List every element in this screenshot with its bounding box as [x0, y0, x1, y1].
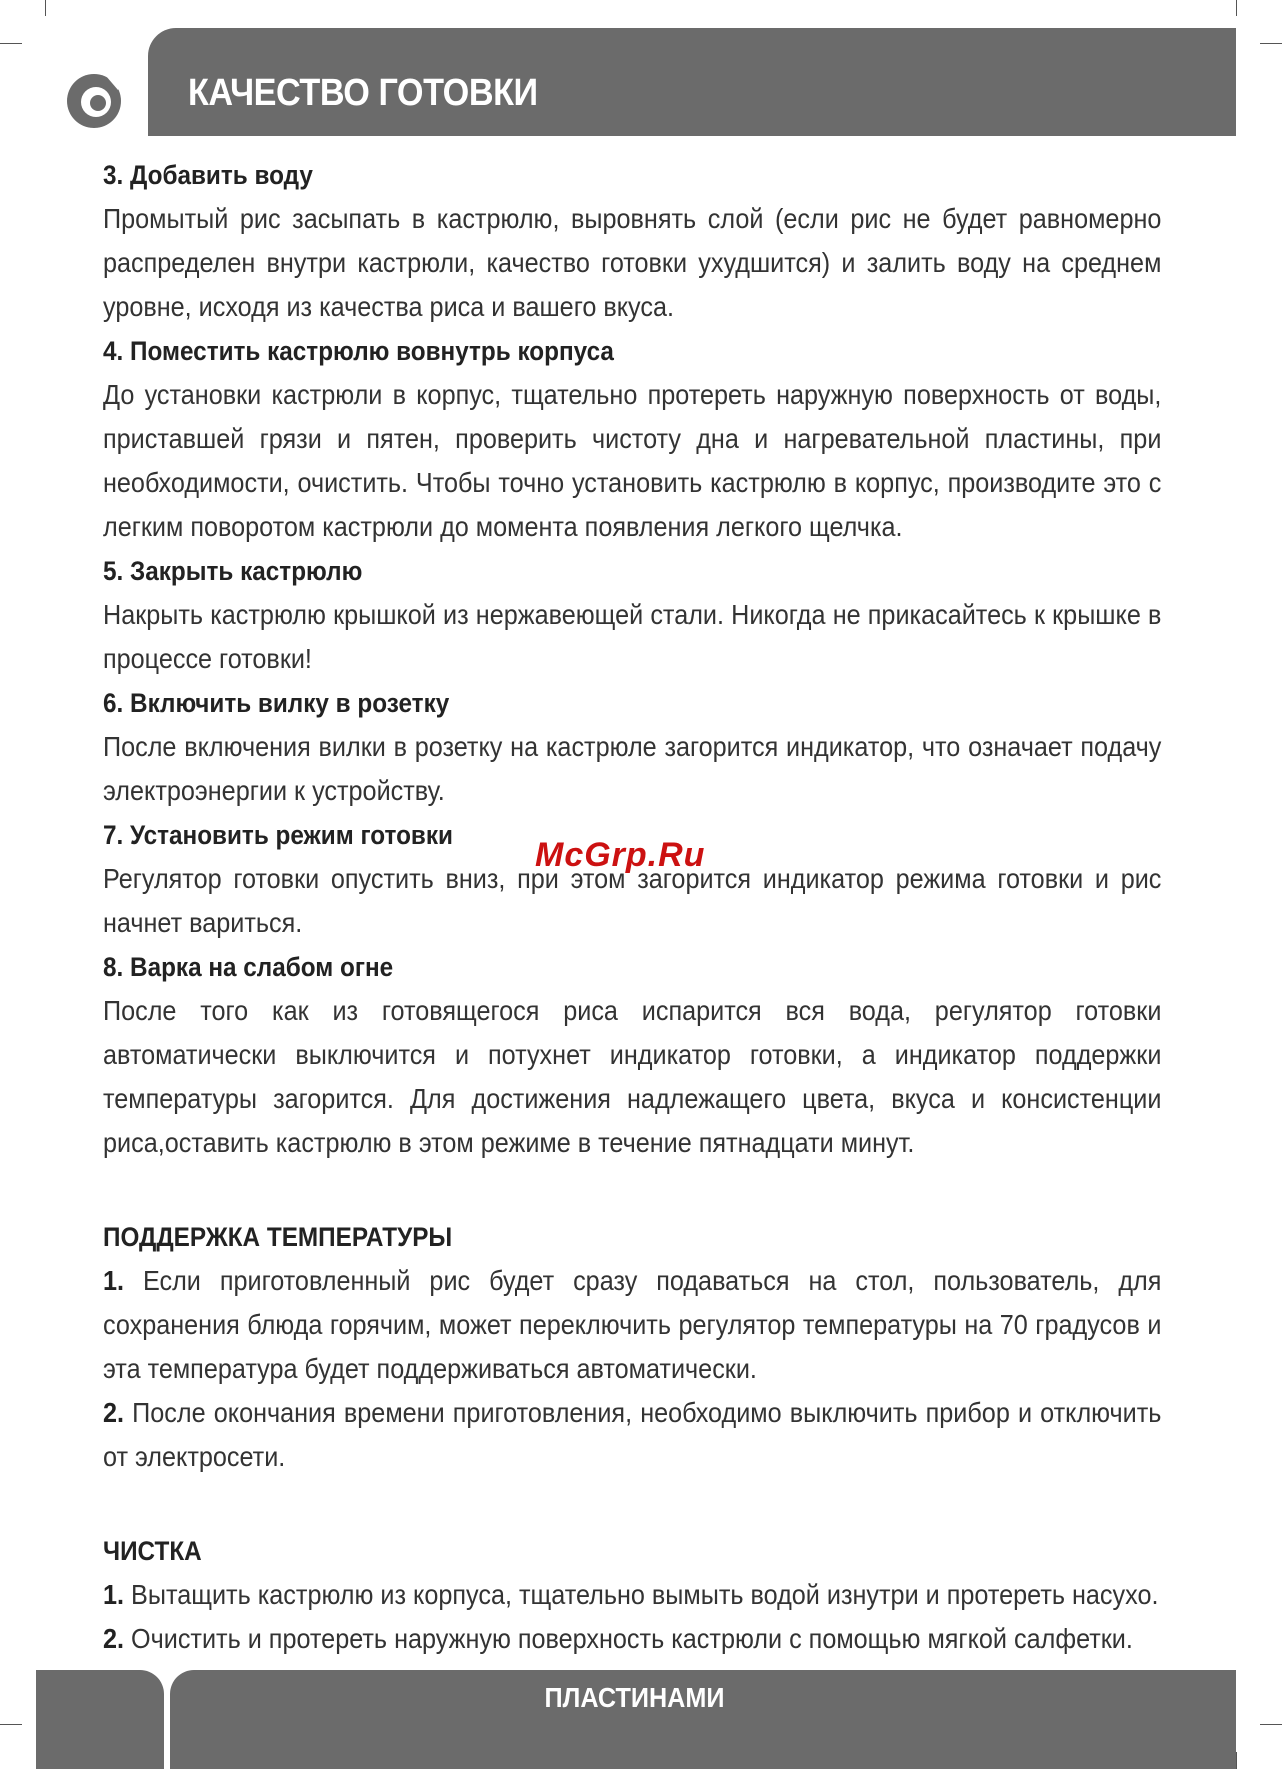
page-title: КАЧЕСТВО ГОТОВКИ	[188, 72, 538, 114]
item-text: Вытащить кастрюлю из корпуса, тщательно вымыть водой изнутри и протереть насухо.	[131, 1579, 1159, 1610]
section-heading: 4. Поместить кастрюлю вовнутрь корпуса	[103, 336, 614, 366]
section-heading: 7. Установить режим готовки	[103, 820, 453, 850]
crop-mark	[1236, 1752, 1237, 1769]
item-number: 1.	[103, 1265, 125, 1296]
main-content	[103, 153, 1179, 1661]
item-number: 2.	[103, 1623, 125, 1654]
section-heading: 5. Закрыть кастрюлю	[103, 556, 363, 586]
section-heading: 6. Включить вилку в розетку	[103, 688, 450, 718]
cleaning-item	[103, 1573, 1161, 1617]
section-text: Регулятор готовки опустить вниз, при этом загорится индикатор режима готовки и рис начнет вариться.	[103, 863, 1162, 938]
crop-mark	[45, 0, 46, 16]
temperature-heading: ПОДДЕРЖКА ТЕМПЕРАТУРЫ	[103, 1222, 453, 1252]
item-text: Если приготовленный рис будет сразу подаваться на стол, пользователь, для сохранения блюда горячим, может переключить регулятор температуры на 70 градусов и эта температура будет поддерживаться автоматически.	[103, 1265, 1162, 1384]
section-text: Накрыть кастрюлю крышкой из нержавеющей стали. Никогда не прикасайтесь к крышке в процессе готовки!	[103, 599, 1162, 674]
section-text: После того как из готовящегося риса испарится вся вода, регулятор готовки автоматически выключится и потухнет индикатор готовки, а индикатор поддержки температуры загорится. Для достижения надлежащего цвета, вкуса и консистенции риса,оставить кастрюлю в этом режиме в течение пятнадцати минут.	[103, 995, 1162, 1158]
item-text: После окончания времени приготовления, необходимо выключить прибор и отключить от электросети.	[103, 1397, 1162, 1472]
item-number: 2.	[103, 1397, 125, 1428]
crop-mark	[0, 43, 22, 44]
temperature-item	[103, 1391, 1161, 1479]
footer-title: ПЛАСТИНАМИ	[544, 1682, 725, 1713]
brand-logo-icon	[62, 66, 132, 136]
section-text: До установки кастрюли в корпус, тщательно протереть наружную поверхность от воды, приставшей грязи и пятен, проверить чистоту дна и нагревательной пластины, при необходимости, очистить. Чтобы точно установить кастрюлю в корпус, производите это с легким поворотом кастрюли до момента появления легкого щелчка.	[103, 379, 1162, 542]
crop-mark	[1236, 0, 1237, 16]
item-number: 1.	[103, 1579, 125, 1610]
cleaning-item	[103, 1617, 1161, 1661]
section-heading: 3. Добавить воду	[103, 160, 313, 190]
temperature-item	[103, 1259, 1161, 1391]
section-text: После включения вилки в розетку на кастрюле загорится индикатор, что означает подачу электроэнергии к устройству.	[103, 731, 1162, 806]
crop-mark	[1260, 43, 1282, 44]
cleaning-heading: ЧИСТКА	[103, 1536, 202, 1566]
section-text: Промытый рис засыпать в кастрюлю, выровнять слой (если рис не будет равномерно распределен внутри кастрюли, качество готовки ухудшится) и залить воду на среднем уровне, исходя из качества риса и вашего вкуса.	[103, 203, 1162, 322]
watermark: McGrp.Ru	[535, 836, 706, 874]
section-heading: 8. Варка на слабом огне	[103, 952, 394, 982]
item-text: Очистить и протереть наружную поверхность кастрюли с помощью мягкой салфетки.	[131, 1623, 1133, 1654]
